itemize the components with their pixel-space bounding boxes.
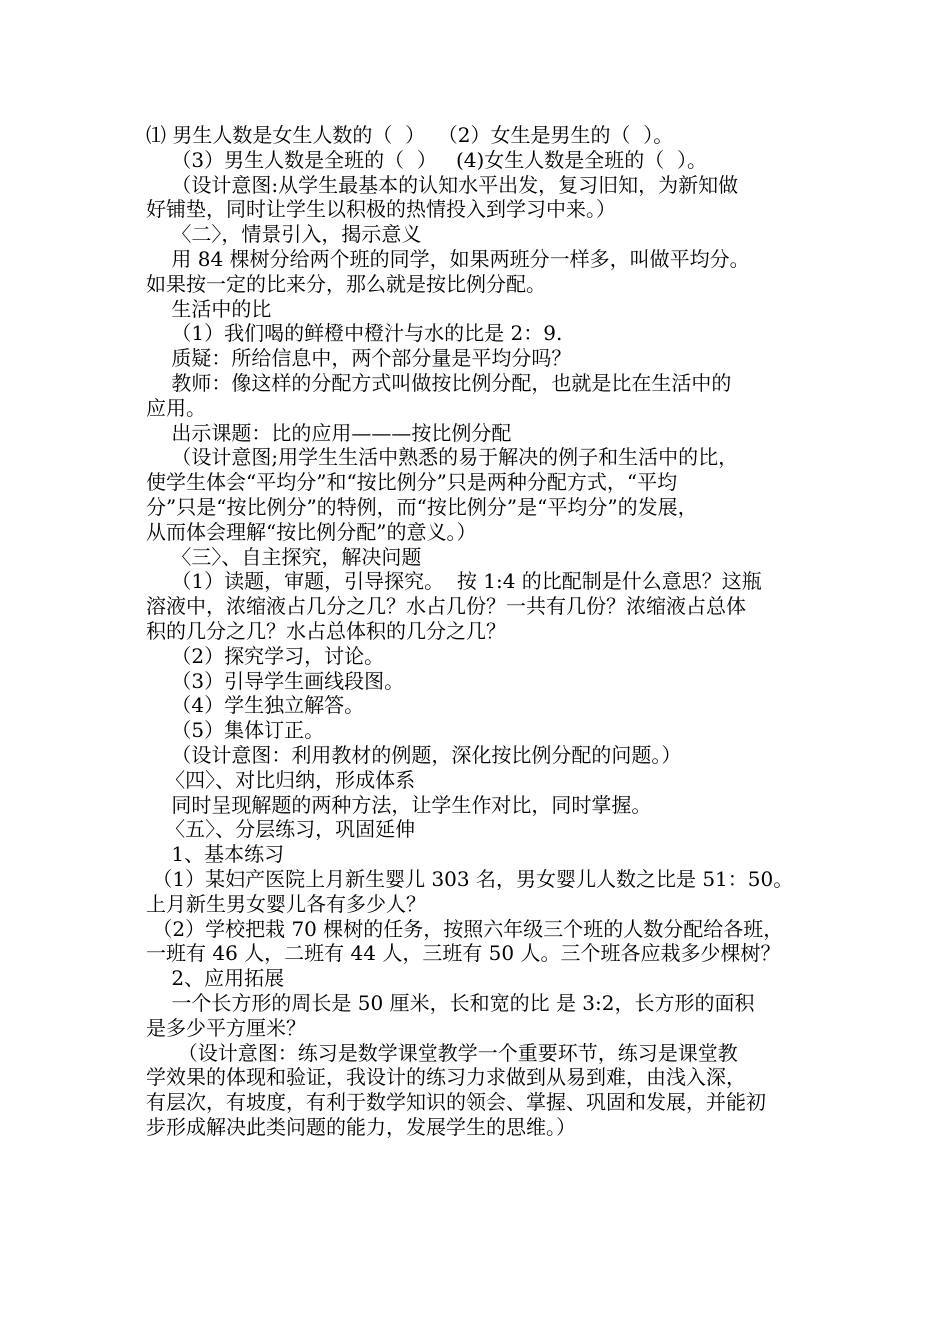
text-line: （3）男生人数是全班的（ ） (4)女生人数是全班的（ ）。: [146, 147, 707, 172]
text-line: 1、基本练习: [146, 842, 285, 867]
text-line: 有层次，有坡度，有利于数学知识的领会、掌握、巩固和发展，并能初: [146, 1090, 766, 1115]
text-line: 教师：像这样的分配方式叫做按比例分配，也就是比在生活中的: [146, 371, 732, 395]
text-line: 质疑：所给信息中，两个部分量是平均分吗？: [146, 346, 572, 371]
text-line: 〈四〉、对比归纳，形成体系: [146, 767, 416, 792]
text-line: （1）某妇产医院上月新生婴儿 303 名，男女婴儿人数之比是 51：50。: [146, 867, 794, 891]
text-line: （2）探究学习，讨论。: [146, 643, 385, 668]
text-line: 一个长方形的周长是 50 厘米，长和宽的比 是 3:2，长方形的面积: [146, 991, 755, 1015]
text-line: 一班有 46 人，二班有 44 人，三班有 50 人。三个班各应栽多少棵树？: [146, 941, 781, 966]
text-line: （3）引导学生画线段图。: [146, 668, 405, 693]
text-line: 应用。: [146, 395, 206, 420]
text-line: 步形成解决此类问题的能力，发展学生的思维。）: [146, 1115, 576, 1139]
text-line: 用 84 棵树分给两个班的同学，如果两班分一样多，叫做平均分。: [146, 247, 750, 271]
text-line: （1）我们喝的鲜橙中橙汁与水的比是 2：9.: [146, 321, 563, 346]
text-line: 好铺垫，同时让学生以积极的热情投入到学习中来。）: [146, 197, 616, 222]
text-line: （设计意图：利用教材的例题，深化按比例分配的问题。）: [146, 743, 682, 767]
text-line: 溶液中，浓缩液占几分之几？水占几份？一共有几份？浓缩液占总体: [146, 594, 746, 619]
text-line: （设计意图;用学生生活中熟悉的易于解决的例子和生活中的比，: [146, 445, 739, 470]
text-line: 同时呈现解题的两种方法，让学生作对比，同时掌握。: [146, 792, 652, 817]
text-line: 2、应用拓展: [146, 966, 285, 991]
text-line: 〈三〉、自主探究，解决问题: [146, 544, 422, 569]
text-line: 是多少平方厘米？: [146, 1015, 306, 1040]
text-line: 从而体会理解“按比例分配”的意义。）: [146, 519, 477, 544]
text-line: 〈五〉、分层练习，巩固延伸: [146, 817, 416, 842]
text-line: 如果按一定的比来分，那么就是按比例分配。: [146, 271, 546, 296]
text-line: （1）读题，审题，引导探究。 按 1:4 的比配制是什么意思？这瓶: [146, 569, 762, 594]
text-line: 上月新生男女婴儿各有多少人？: [146, 891, 426, 916]
text-line: 出示课题：比的应用———按比例分配: [146, 420, 512, 445]
text-line: （4）学生独立解答。: [146, 693, 365, 718]
text-line: （5）集体订正。: [146, 718, 325, 743]
text-line: （设计意图:从学生最基本的认知水平出发，复习旧知，为新知做: [146, 172, 739, 197]
text-line: 积的几分之几？水占总体积的几分之几？: [146, 619, 506, 643]
text-line: 生活中的比: [146, 296, 272, 321]
text-line: 学效果的体现和验证，我设计的练习力求做到从易到难，由浅入深，: [146, 1065, 746, 1090]
text-line: 〈二〉，情景引入，揭示意义: [146, 222, 422, 247]
text-line: 使学生体会“平均分”和“按比例分”只是两种分配方式，“平均: [146, 470, 678, 495]
text-line: ⑴ 男生人数是女生人数的（ ） （2）女生是男生的（ ）。: [146, 123, 674, 147]
text-line: （2）学校把栽 70 棵树的任务，按照六年级三个班的人数分配给各班，: [146, 916, 784, 941]
text-line: 分”只是“按比例分”的特例，而“按比例分”是“平均分”的发展，: [146, 495, 698, 519]
text-line: （设计意图：练习是数学课堂教学一个重要环节，练习是课堂教: [146, 1040, 738, 1065]
